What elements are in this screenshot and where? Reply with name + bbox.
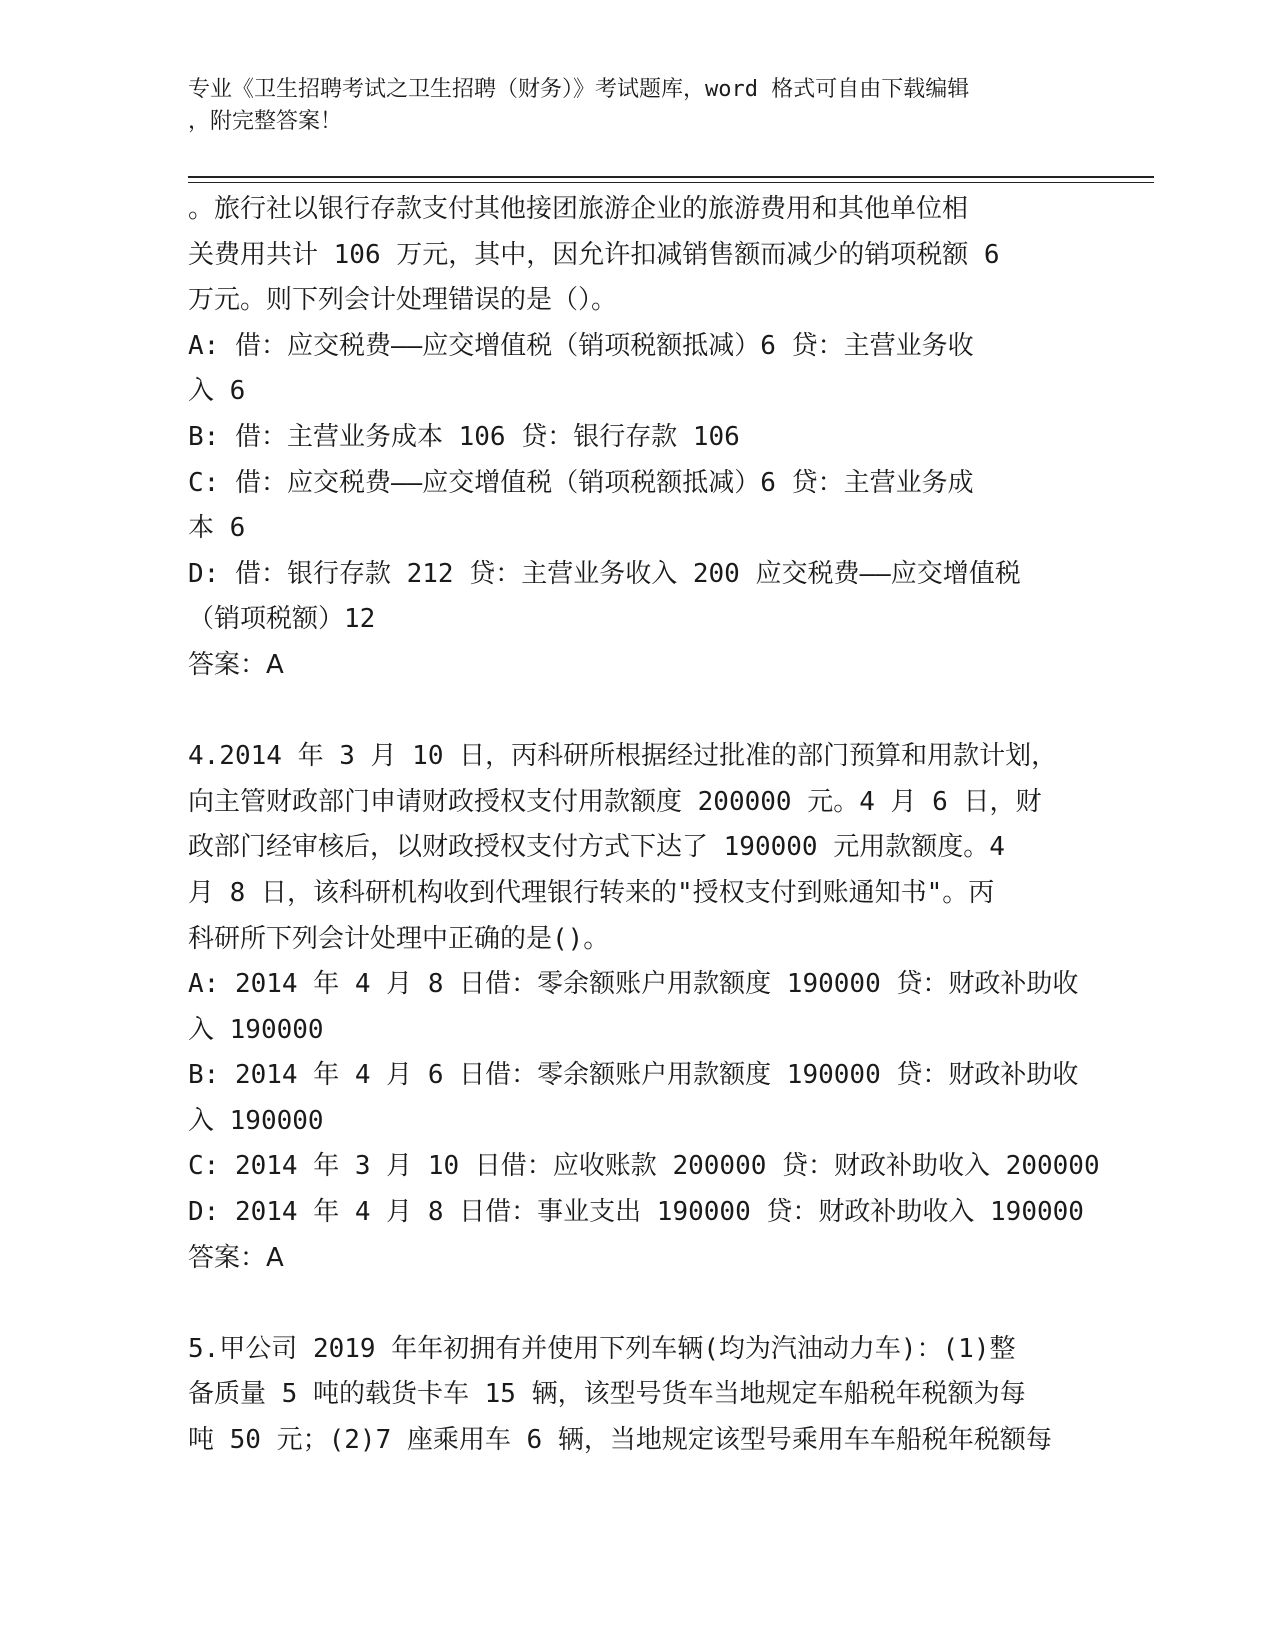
option-a: A: 借：应交税费——应交增值税（销项税额抵减）6 贷：主营业务收 (188, 330, 974, 361)
header-divider-thick (188, 176, 1154, 178)
question-5 (188, 1327, 1088, 1464)
question-stem-line: 5.甲公司 2019 年年初拥有并使用下列车辆(均为汽油动力车)：(1)整 (188, 1333, 1016, 1364)
question-stem-line: 备质量 5 吨的载货卡车 15 辆，该型号货车当地规定车船税年税额为每 (188, 1379, 1026, 1410)
option-a-cont: 入 190000 (188, 1014, 324, 1045)
answer: 答案：A (188, 1242, 284, 1273)
spacer (188, 1281, 1088, 1327)
option-d: D: 借：银行存款 212 贷：主营业务收入 200 应交税费——应交增值税 (188, 558, 1021, 589)
header-line: ，附完整答案！ (188, 109, 343, 134)
question-stem-line: 向主管财政部门申请财政授权支付用款额度 200000 元。4 月 6 日，财 (188, 786, 1042, 817)
option-a: A: 2014 年 4 月 8 日借：零余额账户用款额度 190000 贷：财政补助收 (188, 969, 1079, 1000)
question-stem-line: 4.2014 年 3 月 10 日，丙科研所根据经过批准的部门预算和用款计划， (188, 741, 1058, 772)
option-c: C: 借：应交税费——应交增值税（销项税额抵减）6 贷：主营业务成 (188, 467, 974, 498)
option-a-cont: 入 6 (188, 376, 246, 407)
document-header (188, 74, 1088, 138)
option-c: C: 2014 年 3 月 10 日借：应收账款 200000 贷：财政补助收入 200000 (188, 1151, 1100, 1182)
document-body (188, 187, 1100, 1464)
question-stem-line: 月 8 日，该科研机构收到代理银行转来的"授权支付到账通知书"。丙 (188, 877, 995, 908)
answer: 答案：A (188, 649, 284, 680)
option-c-cont: 本 6 (188, 513, 246, 544)
question-stem-line: 万元。则下列会计处理错误的是（）。 (188, 285, 618, 316)
question-stem-line: 吨 50 元；(2)7 座乘用车 6 辆，当地规定该型号乘用车车船税年税额每 (188, 1425, 1052, 1456)
spacer (188, 689, 1088, 735)
option-b: B: 2014 年 4 月 6 日借：零余额账户用款额度 190000 贷：财政补助收 (188, 1060, 1079, 1091)
header-divider-thin (188, 182, 1154, 183)
question-3 (188, 187, 1088, 689)
question-stem-line: 科研所下列会计处理中正确的是()。 (188, 923, 610, 954)
question-4 (188, 734, 1100, 1281)
option-d-cont: （销项税额）12 (188, 604, 376, 635)
question-stem-line: 关费用共计 106 万元，其中，因允许扣减销售额而减少的销项税额 6 (188, 239, 1000, 270)
header-line: 专业《卫生招聘考试之卫生招聘（财务）》考试题库，word 格式可自由下载编辑 (188, 77, 970, 102)
question-stem-line: 。旅行社以银行存款支付其他接团旅游企业的旅游费用和其他单位相 (188, 194, 969, 224)
option-d: D: 2014 年 4 月 8 日借：事业支出 190000 贷：财政补助收入 190000 (188, 1197, 1084, 1228)
question-stem-line: 政部门经审核后，以财政授权支付方式下达了 190000 元用款额度。4 (188, 832, 1005, 863)
option-b: B: 借：主营业务成本 106 贷：银行存款 106 (188, 421, 740, 452)
option-b-cont: 入 190000 (188, 1105, 324, 1136)
